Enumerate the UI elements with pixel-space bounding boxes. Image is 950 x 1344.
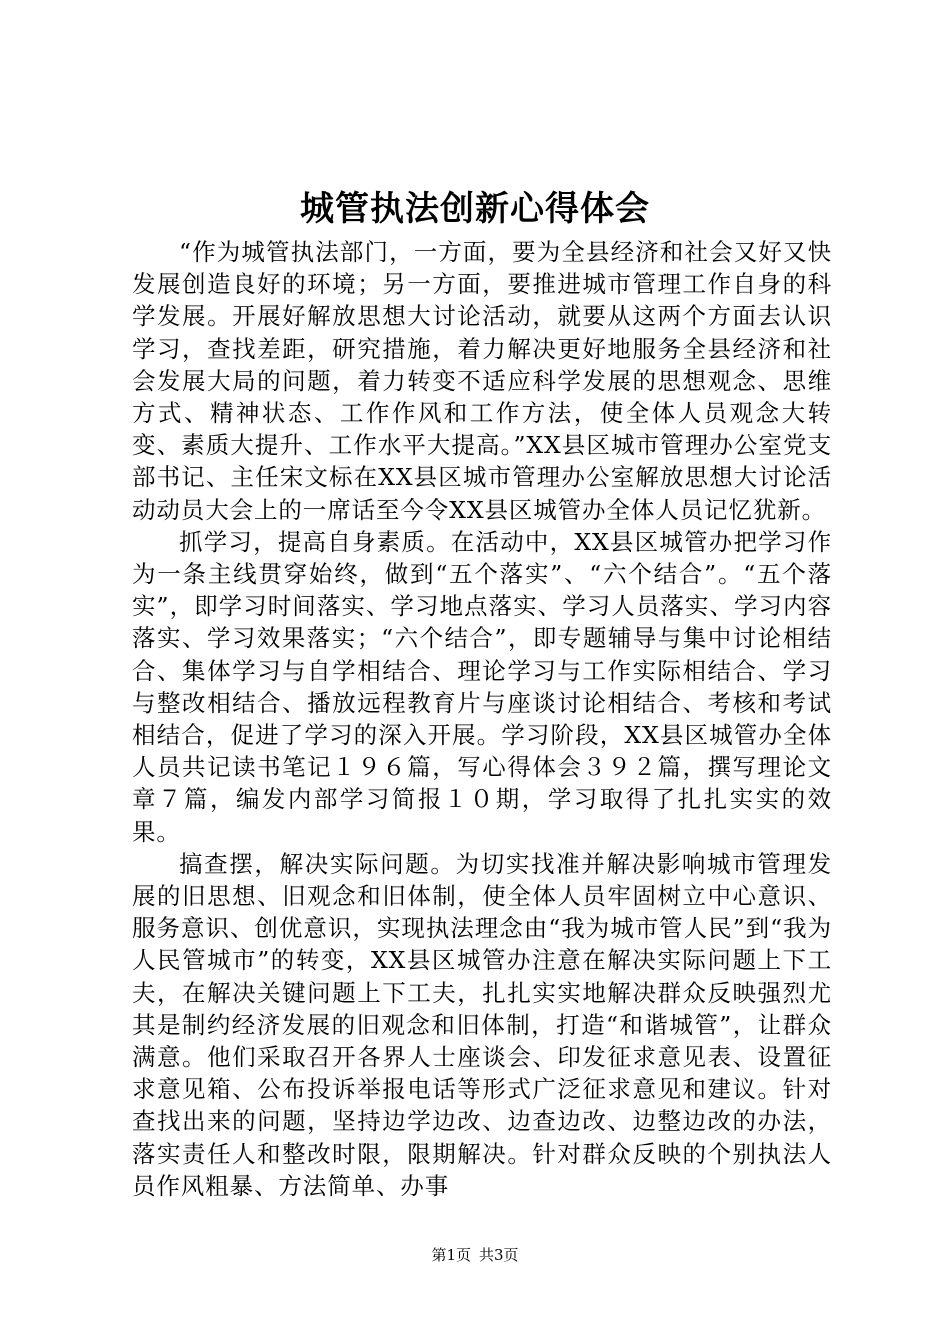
document-body — [132, 236, 832, 1202]
page-total: 共3页 — [479, 1246, 519, 1264]
paragraph-problems: 搞查摆，解决实际问题。为切实找准并解决影响城市管理发展的旧思想、旧观念和旧体制，使全体人员牢固树立中心意识、服务意识、创优意识，实现执法理念由“我为城市管人民”到“我为人民管城市”的转变，XX县区城管办注意在解决实际问题上下工夫，在解决关键问题上下工夫，扎扎实实地解决群众反映强烈尤其是制约经济发展的旧观念和旧体制，打造“和谐城管”，让群众满意。他们采取召开各界人士座谈会、印发征求意见表、设置征求意见箱、公布投诉举报电话等形式广泛征求意见和建议。针对查找出来的问题，坚持边学边改、边查边改、边整边改的办法，落实责任人和整改时限，限期解决。针对群众反映的个别执法人员作风粗暴、方法简单、办事 — [132, 849, 832, 1200]
paragraph-intro: “作为城管执法部门，一方面，要为全县经济和社会又好又快发展创造良好的环境；另一方面，要推进城市管理工作自身的科学发展。开展好解放思想大讨论活动，就要从这两个方面去认识学习，查找差距，研究措施，着力解决更好地服务全县经济和社会发展大局的问题，着力转变不适应科学发展的思想观念、思维方式、精神状态、工作作风和工作方法，使全体人员观念大转变、素质大提升、工作水平大提高。”XX县区城市管理办公室党支部书记、主任宋文标在XX县区城市管理办公室解放思想大讨论活动动员大会上的一席话至今令XX县区城管办全体人员记忆犹新。 — [132, 238, 832, 524]
page-number: 第1页 — [431, 1246, 471, 1264]
paragraph-study: 抓学习，提高自身素质。在活动中，XX县区城管办把学习作为一条主线贯穿始终，做到“五个落实”、“六个结合”。“五个落实”，即学习时间落实、学习地点落实、学习人员落实、学习内容落实、学习效果落实；“六个结合”，即专题辅导与集中讨论相结合、集体学习与自学相结合、理论学习与工作实际相结合、学习与整改相结合、播放远程教育片与座谈讨论相结合、考核和考试相结合，促进了学习的深入开展。学习阶段，XX县区城管办全体人员共记读书笔记１９６篇，写心得体会３９２篇，撰写理论文章７篇，编发内部学习简报１０期，学习取得了扎扎实实的效果。 — [132, 527, 832, 846]
page-footer — [0, 1244, 950, 1266]
document-title: 城管执法创新心得体会 — [300, 189, 650, 229]
